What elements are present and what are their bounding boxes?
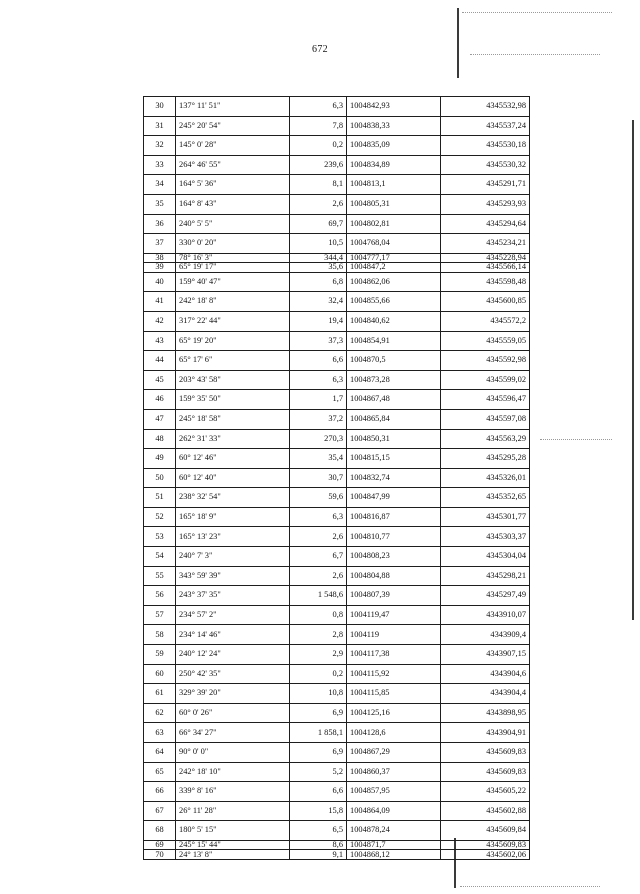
x-coordinate-cell: 1004847,99 (347, 488, 441, 508)
segment-length-cell: 15,8 (290, 801, 347, 821)
y-coordinate-cell: 4345566,14 (441, 263, 530, 273)
segment-length-cell: 6,3 (290, 97, 347, 117)
table-row (144, 351, 530, 371)
point-number-cell: 32 (144, 136, 176, 156)
point-number-cell: 31 (144, 116, 176, 136)
point-number-cell: 48 (144, 429, 176, 449)
bearing-angle-cell: 245° 15' 44" (176, 840, 290, 850)
y-coordinate-cell: 4345559,05 (441, 331, 530, 351)
point-number-cell: 44 (144, 351, 176, 371)
y-coordinate-cell: 4343910,07 (441, 605, 530, 625)
table-row (144, 214, 530, 234)
y-coordinate-cell: 4345303,37 (441, 527, 530, 547)
x-coordinate-cell: 1004832,74 (347, 468, 441, 488)
y-coordinate-cell: 4345352,65 (441, 488, 530, 508)
point-number-cell: 64 (144, 743, 176, 763)
table-row (144, 782, 530, 802)
bearing-angle-cell: 60° 12' 40" (176, 468, 290, 488)
bearing-angle-cell: 240° 5' 5" (176, 214, 290, 234)
x-coordinate-cell: 1004119,47 (347, 605, 441, 625)
point-number-cell: 30 (144, 97, 176, 117)
segment-length-cell: 6,7 (290, 547, 347, 567)
x-coordinate-cell: 1004878,24 (347, 821, 441, 841)
table-row (144, 234, 530, 254)
segment-length-cell: 37,2 (290, 409, 347, 429)
bearing-angle-cell: 203° 43' 58" (176, 370, 290, 390)
x-coordinate-cell: 1004119 (347, 625, 441, 645)
point-number-cell: 66 (144, 782, 176, 802)
x-coordinate-cell: 1004128,6 (347, 723, 441, 743)
table-row (144, 468, 530, 488)
bearing-angle-cell: 242° 18' 8" (176, 292, 290, 312)
bearing-angle-cell: 165° 13' 23" (176, 527, 290, 547)
point-number-cell: 37 (144, 234, 176, 254)
table-row (144, 547, 530, 567)
bearing-angle-cell: 180° 5' 15" (176, 821, 290, 841)
y-coordinate-cell: 4345602,06 (441, 850, 530, 860)
x-coordinate-cell: 1004813,1 (347, 175, 441, 195)
table-row (144, 116, 530, 136)
segment-length-cell: 2,9 (290, 645, 347, 665)
x-coordinate-cell: 1004117,38 (347, 645, 441, 665)
point-number-cell: 65 (144, 762, 176, 782)
y-coordinate-cell: 4343898,95 (441, 703, 530, 723)
y-coordinate-cell: 4345532,98 (441, 97, 530, 117)
x-coordinate-cell: 1004870,5 (347, 351, 441, 371)
bearing-angle-cell: 60° 12' 46" (176, 449, 290, 469)
point-number-cell: 52 (144, 507, 176, 527)
table-row (144, 723, 530, 743)
point-number-cell: 63 (144, 723, 176, 743)
bearing-angle-cell: 238° 32' 54" (176, 488, 290, 508)
table-row (144, 390, 530, 410)
y-coordinate-cell: 4345301,77 (441, 507, 530, 527)
segment-length-cell: 6,5 (290, 821, 347, 841)
y-coordinate-cell: 4345234,21 (441, 234, 530, 254)
page-number: 672 (312, 44, 328, 55)
point-number-cell: 49 (144, 449, 176, 469)
table-row (144, 292, 530, 312)
bearing-angle-cell: 242° 18' 10" (176, 762, 290, 782)
point-number-cell: 36 (144, 214, 176, 234)
x-coordinate-cell: 1004857,95 (347, 782, 441, 802)
segment-length-cell: 6,3 (290, 507, 347, 527)
y-coordinate-cell: 4345602,88 (441, 801, 530, 821)
x-coordinate-cell: 1004115,85 (347, 684, 441, 704)
x-coordinate-cell: 1004815,15 (347, 449, 441, 469)
x-coordinate-cell: 1004867,48 (347, 390, 441, 410)
scan-artifact-top (457, 8, 459, 78)
segment-length-cell: 344,4 (290, 253, 347, 263)
x-coordinate-cell: 1004835,09 (347, 136, 441, 156)
scan-artifact-dots-right (540, 439, 612, 440)
x-coordinate-cell: 1004816,87 (347, 507, 441, 527)
y-coordinate-cell: 4345609,83 (441, 743, 530, 763)
segment-length-cell: 6,3 (290, 370, 347, 390)
table-row (144, 684, 530, 704)
bearing-angle-cell: 65° 19' 20" (176, 331, 290, 351)
table-row (144, 370, 530, 390)
table-row (144, 801, 530, 821)
table-row (144, 155, 530, 175)
point-number-cell: 46 (144, 390, 176, 410)
bearing-angle-cell: 330° 0' 20" (176, 234, 290, 254)
point-number-cell: 55 (144, 566, 176, 586)
y-coordinate-cell: 4345592,98 (441, 351, 530, 371)
point-number-cell: 56 (144, 586, 176, 606)
segment-length-cell: 9,1 (290, 850, 347, 860)
point-number-cell: 70 (144, 850, 176, 860)
point-number-cell: 50 (144, 468, 176, 488)
table-row (144, 97, 530, 117)
y-coordinate-cell: 4345609,84 (441, 821, 530, 841)
bearing-angle-cell: 60° 0' 26" (176, 703, 290, 723)
segment-length-cell: 239,6 (290, 155, 347, 175)
bearing-angle-cell: 24° 13' 8" (176, 850, 290, 860)
x-coordinate-cell: 1004115,92 (347, 664, 441, 684)
table-row (144, 311, 530, 331)
x-coordinate-cell: 1004777,17 (347, 253, 441, 263)
point-number-cell: 34 (144, 175, 176, 195)
point-number-cell: 62 (144, 703, 176, 723)
point-number-cell: 43 (144, 331, 176, 351)
point-number-cell: 69 (144, 840, 176, 850)
y-coordinate-cell: 4345596,47 (441, 390, 530, 410)
y-coordinate-cell: 4345609,83 (441, 840, 530, 850)
bearing-angle-cell: 159° 40' 47" (176, 272, 290, 292)
bearing-angle-cell: 240° 12' 24" (176, 645, 290, 665)
y-coordinate-cell: 4345298,21 (441, 566, 530, 586)
point-number-cell: 59 (144, 645, 176, 665)
x-coordinate-cell: 1004807,39 (347, 586, 441, 606)
table-row (144, 488, 530, 508)
segment-length-cell: 10,5 (290, 234, 347, 254)
x-coordinate-cell: 1004802,81 (347, 214, 441, 234)
segment-length-cell: 1 548,6 (290, 586, 347, 606)
x-coordinate-cell: 1004854,91 (347, 331, 441, 351)
point-number-cell: 39 (144, 263, 176, 273)
point-number-cell: 61 (144, 684, 176, 704)
segment-length-cell: 7,8 (290, 116, 347, 136)
segment-length-cell: 5,2 (290, 762, 347, 782)
bearing-angle-cell: 137° 11' 51" (176, 97, 290, 117)
segment-length-cell: 2,6 (290, 566, 347, 586)
x-coordinate-cell: 1004871,7 (347, 840, 441, 850)
coordinates-table (143, 96, 530, 860)
x-coordinate-cell: 1004804,88 (347, 566, 441, 586)
y-coordinate-cell: 4345295,28 (441, 449, 530, 469)
y-coordinate-cell: 4345563,29 (441, 429, 530, 449)
table-row (144, 743, 530, 763)
bearing-angle-cell: 317° 22' 44" (176, 311, 290, 331)
y-coordinate-cell: 4345326,01 (441, 468, 530, 488)
bearing-angle-cell: 90° 0' 0" (176, 743, 290, 763)
segment-length-cell: 270,3 (290, 429, 347, 449)
segment-length-cell: 6,6 (290, 782, 347, 802)
scan-artifact-right (632, 120, 634, 620)
point-number-cell: 45 (144, 370, 176, 390)
table-row (144, 762, 530, 782)
y-coordinate-cell: 4345598,48 (441, 272, 530, 292)
segment-length-cell: 0,8 (290, 605, 347, 625)
segment-length-cell: 6,9 (290, 703, 347, 723)
x-coordinate-cell: 1004125,16 (347, 703, 441, 723)
y-coordinate-cell: 4345599,02 (441, 370, 530, 390)
scan-artifact-dots-top (462, 12, 612, 13)
table-row (144, 409, 530, 429)
bearing-angle-cell: 339° 8' 16" (176, 782, 290, 802)
x-coordinate-cell: 1004864,09 (347, 801, 441, 821)
segment-length-cell: 8,6 (290, 840, 347, 850)
bearing-angle-cell: 245° 20' 54" (176, 116, 290, 136)
coordinates-table-body (144, 97, 530, 860)
table-row (144, 253, 530, 263)
segment-length-cell: 32,4 (290, 292, 347, 312)
segment-length-cell: 2,6 (290, 527, 347, 547)
segment-length-cell: 35,6 (290, 263, 347, 273)
x-coordinate-cell: 1004873,28 (347, 370, 441, 390)
y-coordinate-cell: 4345293,93 (441, 194, 530, 214)
x-coordinate-cell: 1004842,93 (347, 97, 441, 117)
y-coordinate-cell: 4343909,4 (441, 625, 530, 645)
table-row (144, 263, 530, 273)
y-coordinate-cell: 4343907,15 (441, 645, 530, 665)
segment-length-cell: 0,2 (290, 136, 347, 156)
point-number-cell: 58 (144, 625, 176, 645)
x-coordinate-cell: 1004865,84 (347, 409, 441, 429)
bearing-angle-cell: 234° 14' 46" (176, 625, 290, 645)
bearing-angle-cell: 164° 8' 43" (176, 194, 290, 214)
bearing-angle-cell: 250° 42' 35" (176, 664, 290, 684)
x-coordinate-cell: 1004808,23 (347, 547, 441, 567)
y-coordinate-cell: 4345530,18 (441, 136, 530, 156)
bearing-angle-cell: 65° 19' 17" (176, 263, 290, 273)
bearing-angle-cell: 343° 59' 39" (176, 566, 290, 586)
point-number-cell: 38 (144, 253, 176, 263)
table-row (144, 605, 530, 625)
x-coordinate-cell: 1004850,31 (347, 429, 441, 449)
y-coordinate-cell: 4345304,04 (441, 547, 530, 567)
segment-length-cell: 1,7 (290, 390, 347, 410)
y-coordinate-cell: 4345572,2 (441, 311, 530, 331)
point-number-cell: 68 (144, 821, 176, 841)
table-row (144, 272, 530, 292)
y-coordinate-cell: 4345537,24 (441, 116, 530, 136)
x-coordinate-cell: 1004838,33 (347, 116, 441, 136)
point-number-cell: 41 (144, 292, 176, 312)
x-coordinate-cell: 1004768,04 (347, 234, 441, 254)
segment-length-cell: 6,8 (290, 272, 347, 292)
y-coordinate-cell: 4345297,49 (441, 586, 530, 606)
segment-length-cell: 2,8 (290, 625, 347, 645)
segment-length-cell: 0,2 (290, 664, 347, 684)
bearing-angle-cell: 240° 7' 3" (176, 547, 290, 567)
x-coordinate-cell: 1004867,29 (347, 743, 441, 763)
table-row (144, 527, 530, 547)
table-row (144, 586, 530, 606)
y-coordinate-cell: 4345600,85 (441, 292, 530, 312)
x-coordinate-cell: 1004840,62 (347, 311, 441, 331)
point-number-cell: 42 (144, 311, 176, 331)
y-coordinate-cell: 4343904,91 (441, 723, 530, 743)
segment-length-cell: 69,7 (290, 214, 347, 234)
table-row (144, 625, 530, 645)
bearing-angle-cell: 262° 31' 33" (176, 429, 290, 449)
table-row (144, 331, 530, 351)
segment-length-cell: 6,9 (290, 743, 347, 763)
bearing-angle-cell: 243° 37' 35" (176, 586, 290, 606)
bearing-angle-cell: 164° 5' 36" (176, 175, 290, 195)
table-row (144, 703, 530, 723)
y-coordinate-cell: 4345228,94 (441, 253, 530, 263)
y-coordinate-cell: 4345605,22 (441, 782, 530, 802)
point-number-cell: 60 (144, 664, 176, 684)
y-coordinate-cell: 4345609,83 (441, 762, 530, 782)
table-row (144, 507, 530, 527)
y-coordinate-cell: 4345530,32 (441, 155, 530, 175)
segment-length-cell: 8,1 (290, 175, 347, 195)
bearing-angle-cell: 165° 18' 9" (176, 507, 290, 527)
point-number-cell: 53 (144, 527, 176, 547)
bearing-angle-cell: 145° 0' 28" (176, 136, 290, 156)
bearing-angle-cell: 66° 34' 27" (176, 723, 290, 743)
scan-artifact-dots-top-2 (470, 54, 600, 55)
point-number-cell: 35 (144, 194, 176, 214)
segment-length-cell: 19,4 (290, 311, 347, 331)
segment-length-cell: 6,6 (290, 351, 347, 371)
table-row (144, 566, 530, 586)
bearing-angle-cell: 65° 17' 6" (176, 351, 290, 371)
point-number-cell: 54 (144, 547, 176, 567)
scan-artifact-dots-bottom (460, 886, 600, 887)
table-row (144, 194, 530, 214)
segment-length-cell: 35,4 (290, 449, 347, 469)
x-coordinate-cell: 1004810,77 (347, 527, 441, 547)
segment-length-cell: 37,3 (290, 331, 347, 351)
table-row (144, 840, 530, 850)
point-number-cell: 51 (144, 488, 176, 508)
segment-length-cell: 1 858,1 (290, 723, 347, 743)
table-row (144, 175, 530, 195)
table-row (144, 645, 530, 665)
point-number-cell: 57 (144, 605, 176, 625)
table-row (144, 136, 530, 156)
y-coordinate-cell: 4343904,6 (441, 664, 530, 684)
table-row (144, 664, 530, 684)
table-row (144, 821, 530, 841)
coordinates-table-container (143, 96, 529, 860)
segment-length-cell: 10,8 (290, 684, 347, 704)
segment-length-cell: 59,6 (290, 488, 347, 508)
y-coordinate-cell: 4345291,71 (441, 175, 530, 195)
segment-length-cell: 2,6 (290, 194, 347, 214)
point-number-cell: 40 (144, 272, 176, 292)
point-number-cell: 33 (144, 155, 176, 175)
table-row (144, 850, 530, 860)
table-row (144, 429, 530, 449)
point-number-cell: 47 (144, 409, 176, 429)
point-number-cell: 67 (144, 801, 176, 821)
bearing-angle-cell: 329° 39' 20" (176, 684, 290, 704)
y-coordinate-cell: 4343904,4 (441, 684, 530, 704)
bearing-angle-cell: 234° 57' 2" (176, 605, 290, 625)
bearing-angle-cell: 26° 11' 28" (176, 801, 290, 821)
bearing-angle-cell: 78° 16' 3" (176, 253, 290, 263)
x-coordinate-cell: 1004805,31 (347, 194, 441, 214)
bearing-angle-cell: 245° 18' 58" (176, 409, 290, 429)
x-coordinate-cell: 1004847,2 (347, 263, 441, 273)
y-coordinate-cell: 4345597,08 (441, 409, 530, 429)
table-row (144, 449, 530, 469)
bearing-angle-cell: 159° 35' 50" (176, 390, 290, 410)
x-coordinate-cell: 1004855,66 (347, 292, 441, 312)
x-coordinate-cell: 1004860,37 (347, 762, 441, 782)
y-coordinate-cell: 4345294,64 (441, 214, 530, 234)
x-coordinate-cell: 1004868,12 (347, 850, 441, 860)
x-coordinate-cell: 1004862,06 (347, 272, 441, 292)
bearing-angle-cell: 264° 46' 55" (176, 155, 290, 175)
x-coordinate-cell: 1004834,89 (347, 155, 441, 175)
segment-length-cell: 30,7 (290, 468, 347, 488)
